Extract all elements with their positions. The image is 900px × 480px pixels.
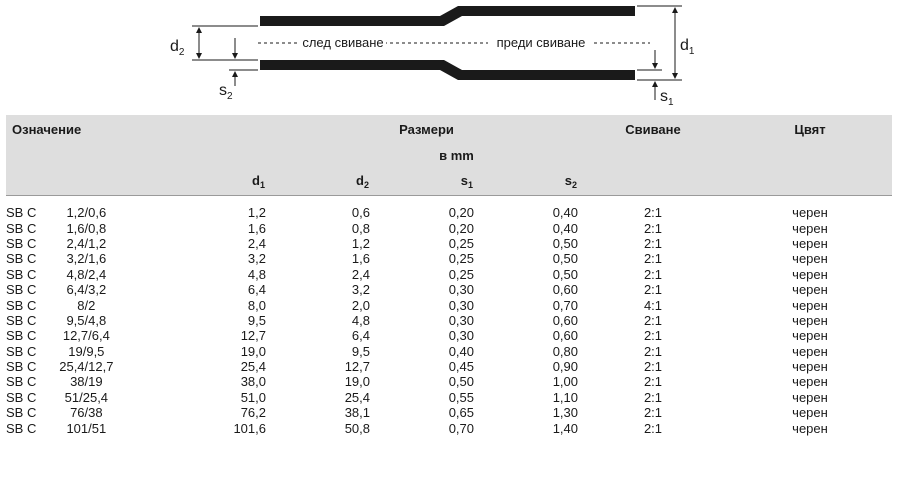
d1-label: $d_1$	[680, 37, 695, 57]
s1-label: $s_1$	[660, 88, 674, 108]
cell-d1: 6,4	[247, 282, 266, 298]
cell-s1: 0,30	[448, 312, 474, 328]
table-row	[6, 220, 892, 235]
cell-color: черен	[792, 251, 828, 267]
table-row	[6, 420, 892, 435]
cell-d1: 101,6	[233, 420, 266, 436]
designation-name: SB C	[6, 266, 37, 282]
cell-s2: 0,40	[552, 205, 578, 221]
d2-label: $d_2$	[170, 38, 185, 58]
cell-color: черен	[792, 343, 828, 359]
label-before-shrink: преди свиване	[496, 35, 586, 50]
designation-name: SB C	[6, 297, 37, 313]
table-row	[6, 359, 892, 374]
cell-s2: 0,90	[552, 359, 578, 375]
cell-designation	[6, 390, 156, 405]
cell-s1: 0,20	[448, 220, 474, 236]
cell-designation	[6, 267, 156, 282]
table-body	[6, 205, 892, 436]
cell-shrink: 2:1	[643, 251, 663, 267]
cell-s1: 0,70	[448, 420, 474, 436]
table-row	[6, 282, 892, 297]
cell-d2: 1,2	[351, 235, 370, 251]
cell-d1: 2,4	[247, 235, 266, 251]
cell-d1: 12,7	[240, 328, 266, 344]
designation-code: 3,2/1,6	[66, 251, 107, 267]
cell-d2: 25,4	[344, 389, 370, 405]
cell-d2: 50,8	[344, 420, 370, 436]
cell-shrink: 2:1	[643, 343, 663, 359]
cell-color: черен	[792, 389, 828, 405]
designation-code: 8/2	[77, 297, 96, 313]
cell-d1: 51,0	[240, 389, 266, 405]
cell-color: черен	[792, 205, 828, 221]
designation-code: 19/9,5	[68, 343, 105, 359]
s2-label: $s_2$	[219, 82, 233, 102]
cell-color: черен	[792, 220, 828, 236]
cell-shrink: 2:1	[643, 374, 663, 390]
table-row	[6, 236, 892, 251]
cell-s2: 0,50	[552, 266, 578, 282]
designation-name: SB C	[6, 389, 37, 405]
cell-color: черен	[792, 312, 828, 328]
cell-s1: 0,25	[448, 251, 474, 267]
cell-d2: 6,4	[351, 328, 370, 344]
designation-name: SB C	[6, 359, 37, 375]
cell-s1: 0,40	[448, 343, 474, 359]
designation-name: SB C	[6, 405, 37, 421]
cell-s1: 0,50	[448, 374, 474, 390]
col-s2: $s_2$	[474, 167, 578, 196]
cell-s2: 0,40	[552, 220, 578, 236]
designation-name: SB C	[6, 220, 37, 236]
designation-name: SB C	[6, 251, 37, 267]
tube-bottom-wall	[260, 60, 635, 80]
cell-d2: 2,0	[351, 297, 370, 313]
cell-d1: 38,0	[240, 374, 266, 390]
cell-designation	[6, 374, 156, 389]
cell-color: черен	[792, 420, 828, 436]
cell-s2: 0,60	[552, 328, 578, 344]
cell-designation	[6, 405, 156, 420]
tube-diagram	[0, 0, 900, 115]
cell-d1: 1,2	[247, 205, 266, 221]
cell-s2: 0,50	[552, 235, 578, 251]
cell-shrink: 2:1	[643, 359, 663, 375]
designation-code: 25,4/12,7	[59, 359, 114, 375]
cell-d1: 4,8	[247, 266, 266, 282]
cell-d1: 76,2	[240, 405, 266, 421]
cell-designation	[6, 328, 156, 343]
designation-code: 4,8/2,4	[66, 266, 107, 282]
cell-shrink: 2:1	[643, 220, 663, 236]
cell-s2: 1,00	[552, 374, 578, 390]
cell-d1: 19,0	[240, 343, 266, 359]
table-row	[6, 313, 892, 328]
cell-shrink: 2:1	[643, 312, 663, 328]
cell-d2: 0,8	[351, 220, 370, 236]
cell-d2: 19,0	[344, 374, 370, 390]
col-unit: в mm	[156, 144, 578, 167]
cell-shrink: 2:1	[643, 282, 663, 298]
table-row	[6, 374, 892, 389]
cell-d2: 9,5	[351, 343, 370, 359]
cell-designation	[6, 251, 156, 266]
designation-code: 38/19	[70, 374, 103, 390]
col-d2: $d_2$	[266, 167, 370, 196]
cell-color: черен	[792, 328, 828, 344]
designation-name: SB C	[6, 282, 37, 298]
cell-color: черен	[792, 282, 828, 298]
cell-shrink: 2:1	[643, 205, 663, 221]
cell-s2: 1,40	[552, 420, 578, 436]
cell-designation	[6, 297, 156, 312]
designation-code: 51/25,4	[64, 389, 109, 405]
col-color: Цвят	[728, 115, 892, 144]
table-row	[6, 267, 892, 282]
cell-designation	[6, 220, 156, 235]
designation-code: 6,4/3,2	[66, 282, 107, 298]
designation-code: 2,4/1,2	[66, 235, 107, 251]
cell-shrink: 2:1	[643, 389, 663, 405]
table-row	[6, 297, 892, 312]
designation-code: 9,5/4,8	[66, 312, 107, 328]
table-row	[6, 390, 892, 405]
cell-d2: 2,4	[351, 266, 370, 282]
cell-d2: 0,6	[351, 205, 370, 221]
cell-d2: 12,7	[344, 359, 370, 375]
cell-s1: 0,65	[448, 405, 474, 421]
cell-s1: 0,25	[448, 235, 474, 251]
cell-designation	[6, 344, 156, 359]
cell-s2: 1,30	[552, 405, 578, 421]
cell-shrink: 2:1	[643, 405, 663, 421]
designation-code: 1,6/0,8	[66, 220, 107, 236]
cell-d1: 3,2	[247, 251, 266, 267]
designation-name: SB C	[6, 374, 37, 390]
designation-name: SB C	[6, 343, 37, 359]
cell-s2: 0,60	[552, 312, 578, 328]
designation-code: 101/51	[66, 420, 107, 436]
table-row	[6, 205, 892, 220]
cell-color: черен	[792, 297, 828, 313]
table-row	[6, 328, 892, 343]
cell-s1: 0,30	[448, 328, 474, 344]
cell-designation	[6, 205, 156, 220]
cell-s2: 0,50	[552, 251, 578, 267]
cell-designation	[6, 313, 156, 328]
cell-s2: 0,60	[552, 282, 578, 298]
cell-d1: 9,5	[247, 312, 266, 328]
cell-d2: 3,2	[351, 282, 370, 298]
cell-color: черен	[792, 359, 828, 375]
designation-name: SB C	[6, 205, 37, 221]
table-row	[6, 251, 892, 266]
cell-shrink: 2:1	[643, 235, 663, 251]
table-row	[6, 344, 892, 359]
cell-shrink: 2:1	[643, 420, 663, 436]
cell-designation	[6, 236, 156, 251]
cell-s2: 1,10	[552, 389, 578, 405]
cell-d2: 4,8	[351, 312, 370, 328]
col-shrink: Свиване	[578, 115, 728, 144]
cell-s2: 0,80	[552, 343, 578, 359]
col-designation: Означение	[6, 115, 156, 144]
col-s1: $s_1$	[370, 167, 474, 196]
cell-s2: 0,70	[552, 297, 578, 313]
cell-d2: 1,6	[351, 251, 370, 267]
cell-designation	[6, 359, 156, 374]
designation-name: SB C	[6, 420, 37, 436]
designation-code: 1,2/0,6	[66, 205, 107, 221]
cell-d1: 1,6	[247, 220, 266, 236]
designation-code: 76/38	[70, 405, 103, 421]
designation-name: SB C	[6, 328, 37, 344]
cell-shrink: 2:1	[643, 266, 663, 282]
designation-code: 12,7/6,4	[62, 328, 110, 344]
cell-color: черен	[792, 235, 828, 251]
col-dimensions: Размери	[156, 115, 578, 144]
cell-designation	[6, 420, 156, 435]
cell-s1: 0,45	[448, 359, 474, 375]
cell-s1: 0,25	[448, 266, 474, 282]
table-header	[6, 115, 892, 196]
label-after-shrink: след свиване	[302, 35, 384, 50]
designation-name: SB C	[6, 312, 37, 328]
cell-s1: 0,30	[448, 282, 474, 298]
cell-s1: 0,55	[448, 389, 474, 405]
cell-color: черен	[792, 266, 828, 282]
cell-color: черен	[792, 374, 828, 390]
cell-s1: 0,30	[448, 297, 474, 313]
designation-name: SB C	[6, 235, 37, 251]
spec-table	[6, 115, 892, 436]
cell-d1: 8,0	[247, 297, 266, 313]
cell-d2: 38,1	[344, 405, 370, 421]
col-d1: $d_1$	[156, 167, 266, 196]
tube-top-wall	[260, 6, 635, 26]
cell-color: черен	[792, 405, 828, 421]
cell-d1: 25,4	[240, 359, 266, 375]
cell-s1: 0,20	[448, 205, 474, 221]
cell-shrink: 2:1	[643, 328, 663, 344]
table-row	[6, 405, 892, 420]
cell-shrink: 4:1	[643, 297, 663, 313]
cell-designation	[6, 282, 156, 297]
